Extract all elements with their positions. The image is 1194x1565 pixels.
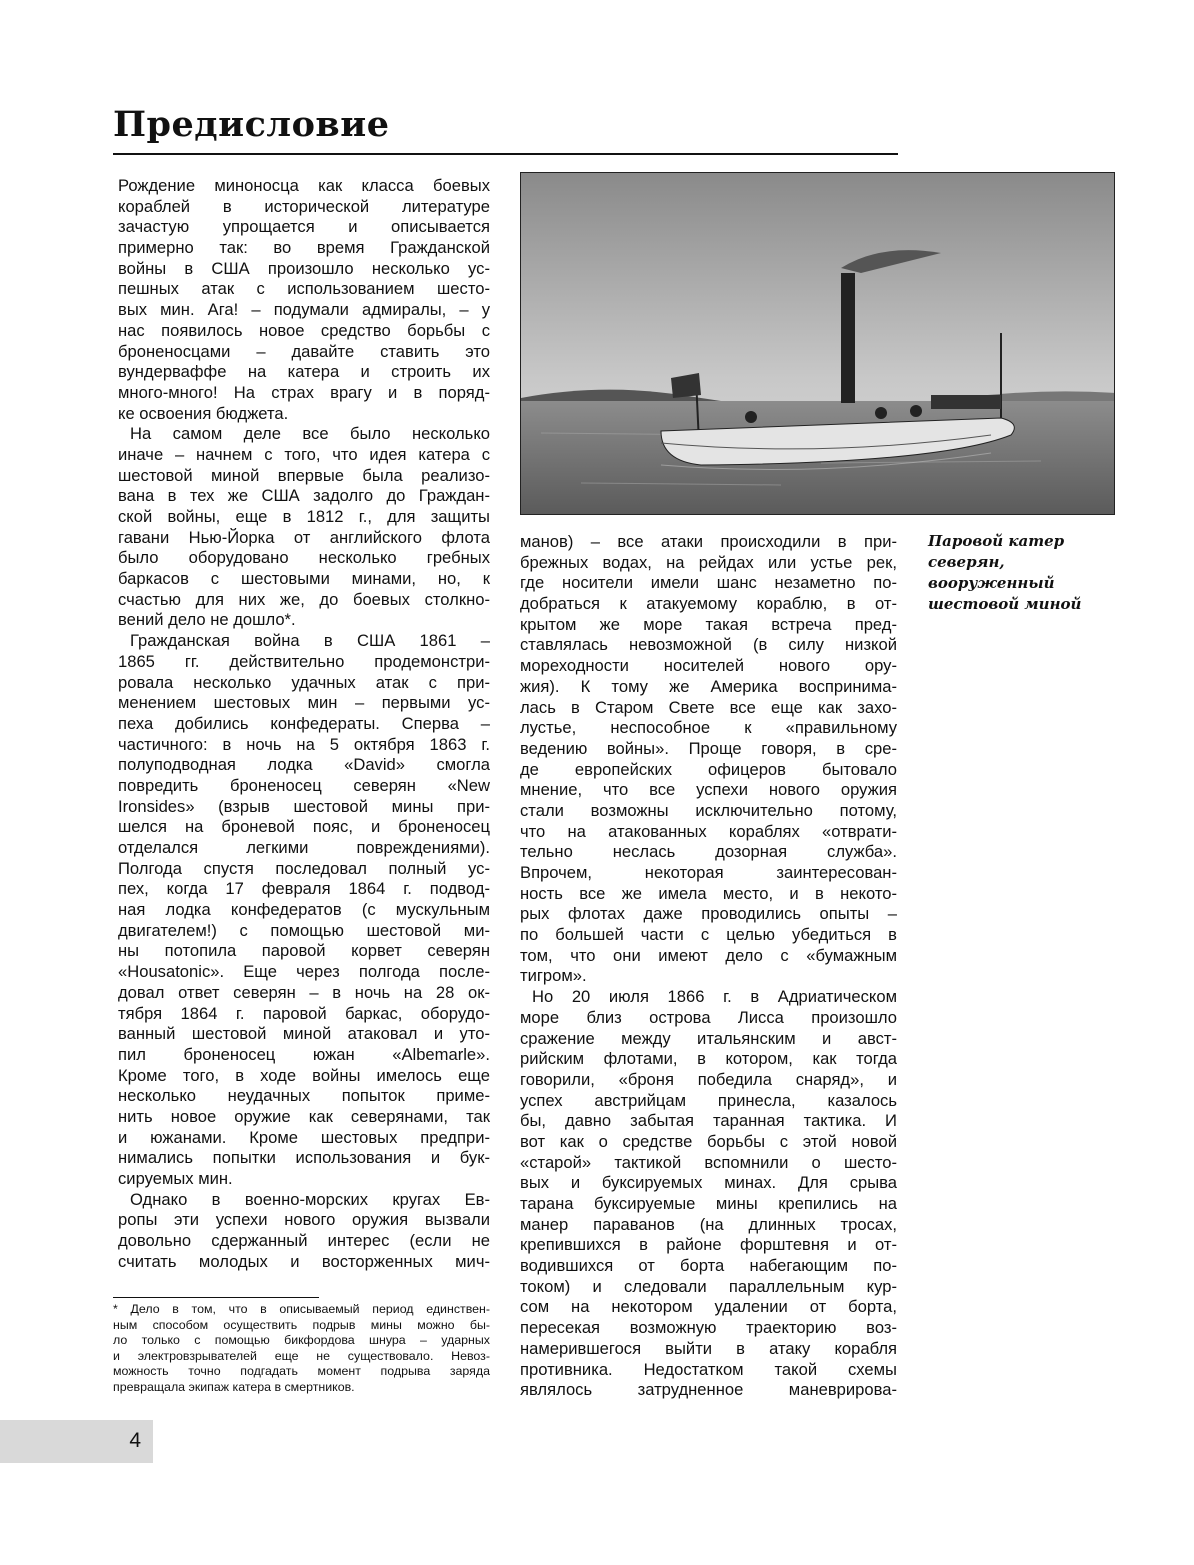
text-line: брежных водах, на рейдах или устье рек, — [520, 552, 897, 572]
footnote — [113, 1302, 490, 1396]
text-line: море близ острова Лисса произошло — [520, 1007, 897, 1027]
footnote-line: * Дело в том, что в описываемый период единствен- — [113, 1302, 490, 1316]
text-line: мнение, что все успехи нового оружия — [520, 780, 897, 800]
text-line: манер параванов (на длинных тросах, — [520, 1214, 897, 1234]
text-line: лась в Старом Свете все еще как захо- — [520, 697, 897, 717]
text-line: пересекая возможную траекторию воз- — [520, 1318, 897, 1338]
text-line: менением шестовых мин – первыми ус- — [118, 693, 490, 713]
text-line: противника. Недостатком такой схемы — [520, 1359, 897, 1379]
text-line: де европейских офицеров бытовало — [520, 759, 897, 779]
caption-line: вооруженный — [928, 574, 1055, 592]
text-line: рийским флотами, в котором, как тогда — [520, 1049, 897, 1069]
text-line: ской войны, еще в 1812 г., для защиты — [118, 507, 490, 526]
text-line: повредить броненосец северян «New — [118, 775, 490, 795]
text-line: ставлялась невозможной (в силу низкой — [520, 635, 897, 655]
text-line: где носители имели шанс незаметно по- — [520, 573, 897, 593]
text-line: шестовой миной впервые была реализо- — [118, 465, 490, 485]
text-line: сражение между итальянским и авст- — [520, 1028, 897, 1048]
text-line: являлось затрудненное маневрирова- — [520, 1380, 897, 1400]
footnote-line: превращала экипаж катера в смертников. — [113, 1379, 355, 1394]
text-column-left — [118, 176, 490, 1272]
text-line: частичного: в ночь на 5 октября 1863 г. — [118, 734, 490, 754]
text-line: тельно неслась дозорная служба». — [520, 842, 897, 862]
text-line: На самом деле все было несколько — [130, 424, 490, 444]
caption-line: шестовой миной — [928, 595, 1082, 613]
text-line: добраться к атакуемому кораблю, в от- — [520, 594, 897, 614]
text-line: вых и буксируемых минах. Для срыва — [520, 1173, 897, 1193]
paragraph — [520, 987, 897, 1401]
text-line: иначе – начнем с того, что идея катера с — [118, 444, 490, 464]
text-line: стали возможны исключительно потому, — [520, 800, 897, 820]
page-title: Предисловие — [113, 104, 390, 145]
text-line: сируемых мин. — [118, 1169, 233, 1188]
text-line: войны в США произошло несколько ус- — [118, 258, 490, 278]
steam-launch-photo — [520, 172, 1115, 515]
text-line: Гражданская война в США 1861 – — [130, 631, 490, 651]
text-line: Но 20 июля 1866 г. в Адриатическом — [532, 987, 897, 1007]
text-line: кораблей в исторической литературе — [118, 196, 490, 216]
paragraph — [118, 631, 490, 1190]
text-line: довольно сдержанный интерес (если не — [118, 1231, 490, 1251]
page-number-box — [0, 1420, 153, 1463]
text-line: нить новое оружие как северянами, так — [118, 1106, 490, 1126]
footnote-line: и электровзрывателей еще не существовало. Невоз- — [113, 1348, 490, 1363]
text-line: мореходности носителей нового ору- — [520, 656, 897, 676]
text-line: вундерваффе на катера и строить их — [118, 362, 490, 382]
text-line: много-много! На страх врагу и в поряд- — [118, 382, 490, 402]
text-line: ропы эти успехи нового оружия вызвали — [118, 1210, 490, 1230]
text-column-right — [520, 532, 897, 1401]
text-line: тигром». — [520, 966, 587, 986]
text-line: том, что они имеют дело с «бумажным — [520, 945, 897, 965]
text-line: крытом же море такая встреча пред- — [520, 614, 897, 634]
text-line: намерившегося выйти в атаку корабля — [520, 1338, 897, 1358]
text-line: вана в тех же США задолго до Граждан- — [118, 486, 490, 506]
text-line: бы, давно забытая таранная тактика. И — [520, 1111, 897, 1131]
text-line: Рождение миноносца как класса боевых — [118, 176, 490, 195]
text-line: полуподводная лодка «David» смогла — [118, 755, 490, 775]
text-line: говорили, «броня победила снаряд», и — [520, 1069, 897, 1089]
footnote-line: можность точно подгадать момент подрыва заряда — [113, 1364, 490, 1379]
text-line: пил броненосец южан «Albemarle». — [118, 1044, 490, 1064]
paragraph — [118, 176, 490, 424]
text-line: Ironsides» (взрыв шестовой мины при- — [118, 796, 490, 816]
text-line: ровала несколько удачных атак с при- — [118, 672, 490, 692]
text-line: ке освоения бюджета. — [118, 403, 289, 423]
paragraph — [520, 532, 897, 987]
page-number: 4 — [129, 1429, 141, 1452]
text-line: рых флотах даже проводились опыты – — [520, 904, 897, 924]
footnote-line: ло только с помощью бикфордова шнура – ударных — [113, 1333, 490, 1348]
paragraph — [118, 424, 490, 631]
caption-line: Паровой катер — [928, 532, 1065, 550]
text-line: отделался легкими повреждениями). — [118, 838, 490, 857]
text-line: лустье, неспособное к «правильному — [520, 718, 897, 738]
text-line: было оборудовано несколько гребных — [118, 548, 490, 568]
text-line: вений дело не дошло*. — [118, 610, 296, 630]
text-line: крепившихся в районе форштевня и от- — [520, 1235, 897, 1255]
text-line: жия). К тому же Америка воспринима- — [520, 676, 897, 696]
text-line: считать молодых и восторженных мич- — [118, 1251, 490, 1271]
footnote-line: ным способом осуществить подрыв мины можно бы- — [113, 1317, 490, 1332]
text-line: вых мин. Ага! – подумали адмиралы, – у — [118, 300, 490, 320]
text-line: током) и следовали параллельным кур- — [520, 1276, 897, 1296]
text-line: сом на некотором удалении от борта, — [520, 1297, 897, 1317]
text-line: «старой» тактикой вспомнили о шесто- — [520, 1152, 897, 1172]
text-line: ны потопила паровой корвет северян — [118, 941, 490, 961]
text-line: пеха добились конфедераты. Сперва – — [118, 713, 490, 733]
text-line: примерно так: во время Гражданской — [118, 238, 490, 258]
photo-caption — [928, 531, 1081, 615]
text-line: Полгода спустя последовал полный ус- — [118, 858, 490, 878]
text-line: водившихся от борта набегающим по- — [520, 1256, 897, 1276]
text-line: по большей части с целью убедиться в — [520, 925, 897, 945]
text-line: гавани Нью-Йорка от английского флота — [118, 527, 490, 547]
text-line: Впрочем, некоторая заинтересован- — [520, 863, 897, 882]
text-line: двигателем!) с помощью шестовой ми- — [118, 920, 490, 940]
text-line: 1865 гг. действительно продемонстри- — [118, 651, 490, 671]
text-line: Однако в военно-морских кругах Ев- — [130, 1189, 490, 1209]
text-line: успех австрийцам принесла, казалось — [520, 1090, 897, 1110]
footnote-divider — [113, 1297, 319, 1298]
text-line: вот как о средстве борьбы с этой новой — [520, 1131, 897, 1151]
text-line: нас появилось новое средство борьбы с — [118, 320, 490, 340]
text-line: ведению войны». Проще говоря, в сре- — [520, 738, 897, 758]
text-line: тября 1864 г. паровой баркас, оборудо- — [118, 1003, 490, 1023]
text-line: баркасов с шестовыми минами, но, к — [118, 569, 490, 589]
text-line: нимались попытки использования и бук- — [118, 1148, 490, 1168]
text-line: ность все же имела место, и в некото- — [520, 883, 897, 903]
text-line: пех, когда 17 февраля 1864 г. подвод- — [118, 879, 490, 899]
paragraph — [118, 1190, 490, 1273]
text-line: ная лодка конфедератов (с мускульным — [118, 900, 490, 920]
text-line: и южанами. Кроме шестовых предпри- — [118, 1127, 490, 1147]
text-line: тарана буксируемые мины крепились на — [520, 1194, 897, 1213]
text-line: броненосцами – давайте ставить это — [118, 341, 490, 361]
text-line: несколько неудачных попыток приме- — [118, 1086, 490, 1106]
text-line: шелся на броневой пояс, и броненосец — [118, 817, 490, 837]
text-line: ванный шестовой миной атаковал и уто- — [118, 1024, 490, 1044]
text-line: «Housatonic». Еще через полгода после- — [118, 962, 490, 982]
title-divider — [113, 153, 898, 155]
text-line: что на атакованных кораблях «отврати- — [520, 821, 897, 841]
text-line: счастью для них же, до боевых столкно- — [118, 589, 490, 609]
text-line: Кроме того, в ходе войны имелось еще — [118, 1065, 490, 1085]
text-line: пешных атак с использованием шесто- — [118, 279, 490, 299]
text-line: манов) – все атаки происходили в при- — [520, 532, 897, 551]
text-line: довал ответ северян – в ночь на 28 ок- — [118, 982, 490, 1002]
caption-line: северян, — [928, 553, 1005, 571]
text-line: зачастую упрощается и описывается — [118, 217, 490, 237]
